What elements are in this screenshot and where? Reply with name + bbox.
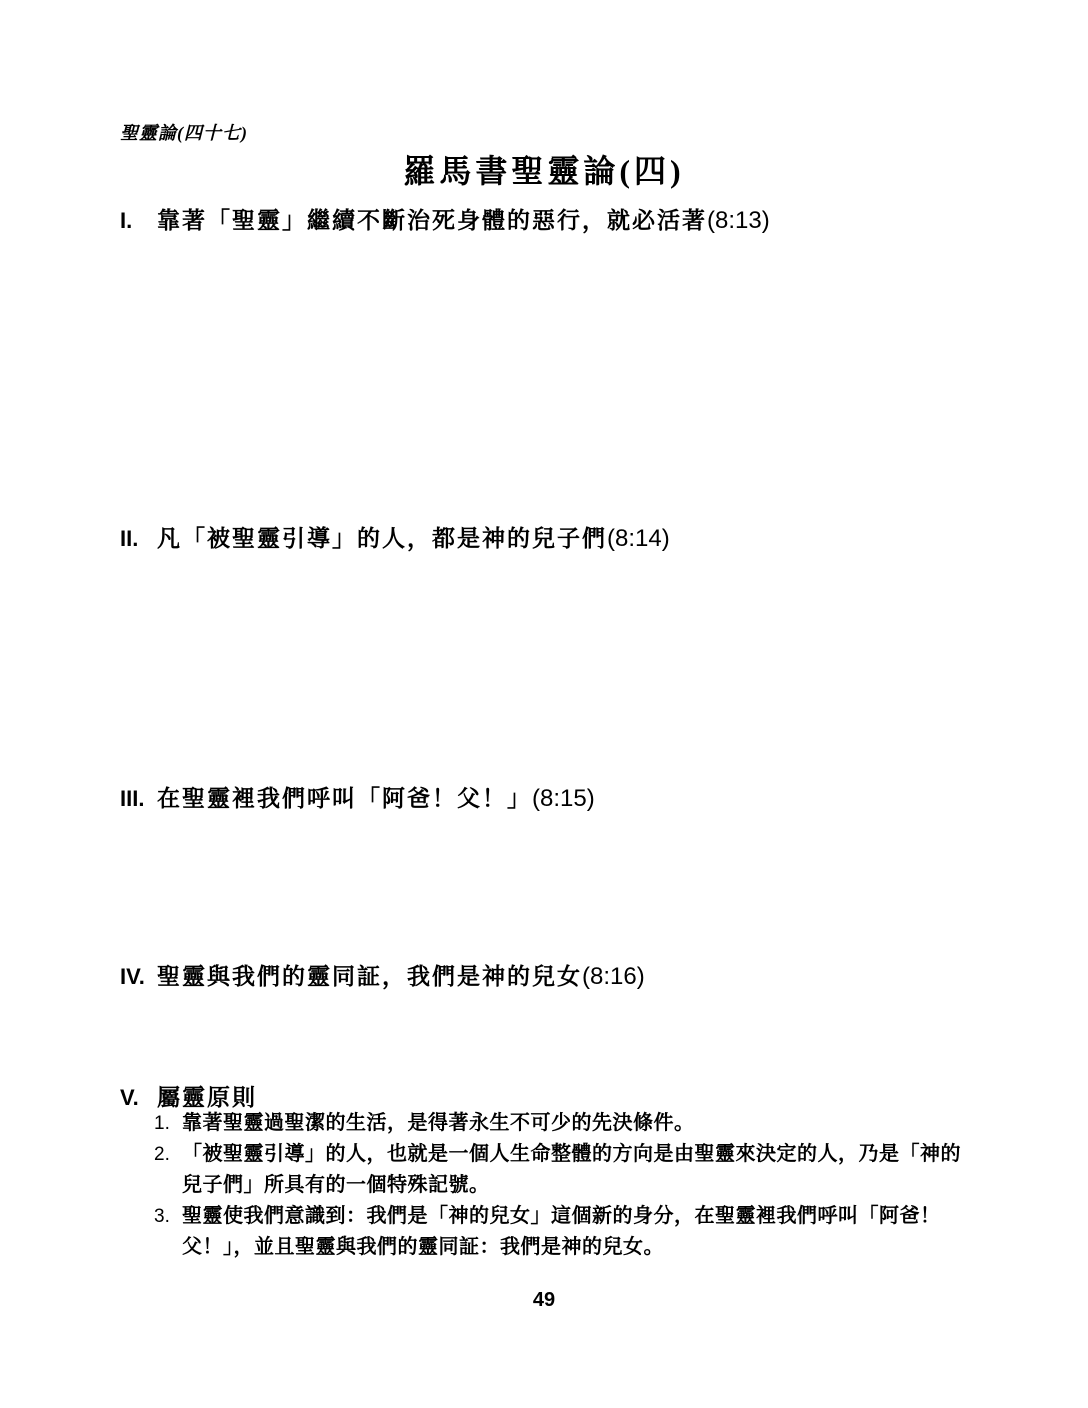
outline-section-3 <box>120 782 978 816</box>
list-item-number: 2. <box>154 1144 170 1165</box>
section-numeral: III. <box>120 786 145 811</box>
list-item-text: 聖靈使我們意識到：我們是「神的兒女」這個新的身分，在聖靈裡我們呼叫「阿爸！父！」，並且聖靈與我們的靈同証：我們是神的兒女。 <box>182 1205 941 1258</box>
section-text: 凡「被聖靈引導」的人，都是神的兒子們 <box>157 526 607 551</box>
section-numeral: IV. <box>120 964 145 989</box>
page-title: 羅馬書聖靈論(四) <box>403 153 685 189</box>
section-numeral: I. <box>120 208 133 233</box>
scripture-reference: (8:14) <box>607 525 670 552</box>
section-text: 靠著「聖靈」繼續不斷治死身體的惡行，就必活著 <box>157 208 707 233</box>
outline-section-1 <box>120 204 978 238</box>
list-item <box>154 1201 976 1263</box>
scripture-reference: (8:13) <box>707 207 770 234</box>
list-item-number: 3. <box>154 1206 170 1227</box>
section-numeral: II. <box>120 526 139 551</box>
list-item <box>154 1139 976 1201</box>
document-series-header: 聖靈論(四十七) <box>120 123 248 143</box>
list-item-text: 靠著聖靈過聖潔的生活，是得著永生不可少的先決條件。 <box>182 1112 695 1134</box>
list-item-number: 1. <box>154 1113 170 1134</box>
principles-list <box>154 1108 976 1263</box>
section-numeral: V. <box>120 1085 139 1110</box>
page-number: 49 <box>532 1289 556 1311</box>
section-text: 在聖靈裡我們呼叫「阿爸！父！」 <box>157 786 532 811</box>
outline-section-4 <box>120 960 978 994</box>
outline-section-2 <box>120 522 978 556</box>
list-item-text: 「被聖靈引導」的人，也就是一個人生命整體的方向是由聖靈來決定的人，乃是「神的兒子們」所具有的一個特殊記號。 <box>182 1143 961 1196</box>
section-text: 聖靈與我們的靈同証，我們是神的兒女 <box>157 964 582 989</box>
scripture-reference: (8:15) <box>532 785 595 812</box>
section-text: 屬靈原則 <box>157 1085 257 1110</box>
list-item <box>154 1108 976 1139</box>
scripture-reference: (8:16) <box>582 963 645 990</box>
